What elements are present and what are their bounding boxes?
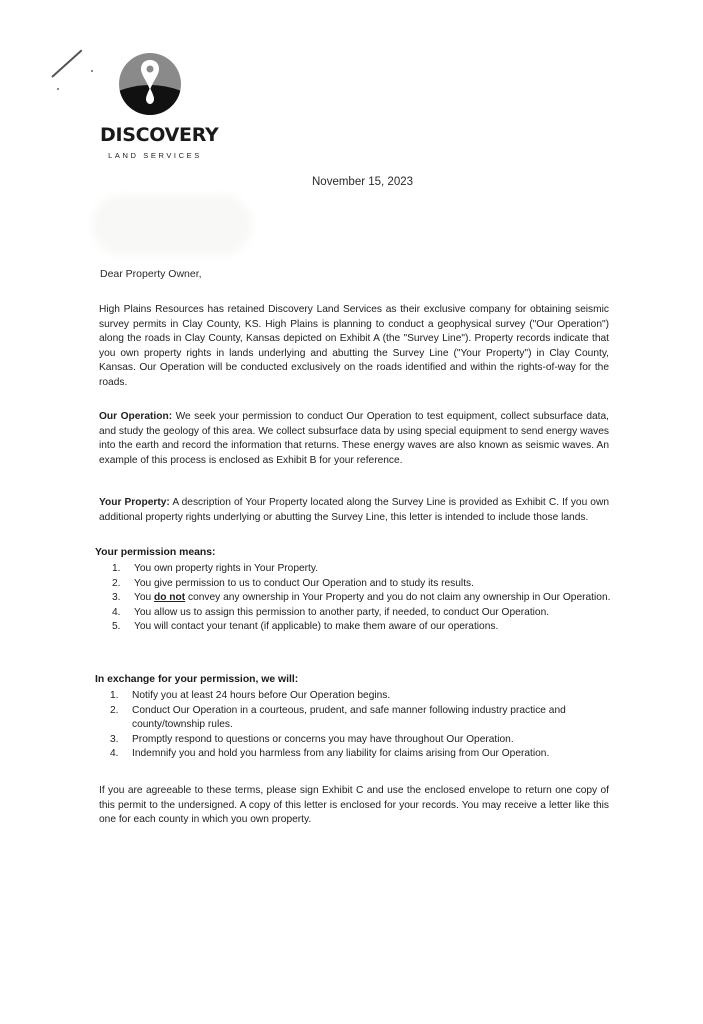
exchange-list [110,689,610,762]
salutation: Dear Property Owner, [100,268,202,280]
item-number: 4. [110,748,119,760]
brand-name: DISCOVERY [100,124,219,146]
property-label: Your Property: [99,497,170,508]
permission-heading: Your permission means: [95,547,216,558]
company-logo-icon [118,52,182,116]
item-text: You own property rights in Your Property. [134,563,319,574]
item-text: You give permission to us to conduct Our Operation and to study its results. [134,577,474,589]
item-text: Conduct Our Operation in a courteous, prudent, and safe manner following industry practice and county/township rules. [132,704,566,731]
pen-mark [51,49,82,77]
list-item [112,620,612,635]
property-text: A description of Your Property located along the Survey Line is provided as Exhibit C. If you own additional property rights underlying or abutting the Survey Line, this letter is intended to include those lands. [99,497,609,523]
item-text: Notify you at least 24 hours before Our Operation begins. [132,690,391,701]
item-number: 4. [112,606,121,618]
item-text: Promptly respond to questions or concerns you may have throughout Our Operation. [132,733,514,745]
pen-dot [57,88,59,90]
redacted-address [92,195,252,255]
item-number: 5. [112,621,121,633]
list-item [112,591,612,606]
operation-text: We seek your permission to conduct Our Operation to test equipment, collect subsurface data, and study the geology of this area. We collect subsurface data by using special equipment to send energy waves into the earth and record the information that returns. These energy waves are also known as seismic waves. An example of this process is enclosed as Exhibit B for your reference. [99,411,609,466]
list-item [112,606,612,621]
intro-paragraph: High Plains Resources has retained Discovery Land Services as their exclusive company for obtaining seismic survey permits in Clay County, KS. High Plains is planning to conduct a geophysical survey ("Our Operation") along the roads in Clay County, Kansas depicted on Exhibit A (the "Survey Line"). Property records indicate that you own property rights in lands underlying and abutting the Survey Line ("Your Property") in Clay County, Kansas. Our Operation will be conducted exclusively on the roads identified and within the rights-of-way for the roads. [99,304,609,388]
item-text: Indemnify you and hold you harmless from any liability for claims arising from Our Operation. [132,748,550,760]
item-number: 2. [110,704,119,716]
item-number: 3. [110,733,119,745]
item-number: 2. [112,577,121,589]
item-text: convey any ownership in Your Property and you do not claim any ownership in Our Operation. [185,592,611,604]
list-item [112,562,612,577]
list-item [110,689,610,704]
item-text: You allow us to assign this permission to another party, if needed, to conduct Our Operation. [134,606,550,618]
item-text: You will contact your tenant (if applicable) to make them aware of our operations. [134,621,499,633]
emphasis-do-not: do not [154,592,186,604]
operation-paragraph [99,410,609,468]
item-text: You [134,592,155,604]
permission-list [112,562,612,635]
letter-date: November 15, 2023 [312,176,414,188]
item-number: 1. [110,690,119,701]
item-number: 1. [112,563,121,574]
list-item [110,733,610,748]
item-number: 3. [112,592,121,604]
operation-label: Our Operation: [99,411,173,422]
list-item [112,577,612,592]
list-item [110,704,610,733]
pen-dot [91,70,93,72]
exchange-heading: In exchange for your permission, we will: [95,674,299,685]
property-paragraph [99,496,609,525]
list-item [110,747,610,762]
closing-paragraph: If you are agreeable to these terms, please sign Exhibit C and use the enclosed envelope to return one copy of this permit to the undersigned. A copy of this letter is enclosed for your records. You may receive a letter like this one for each county in which you own property. [99,785,609,826]
brand-subtitle: LAND SERVICES [108,151,202,160]
